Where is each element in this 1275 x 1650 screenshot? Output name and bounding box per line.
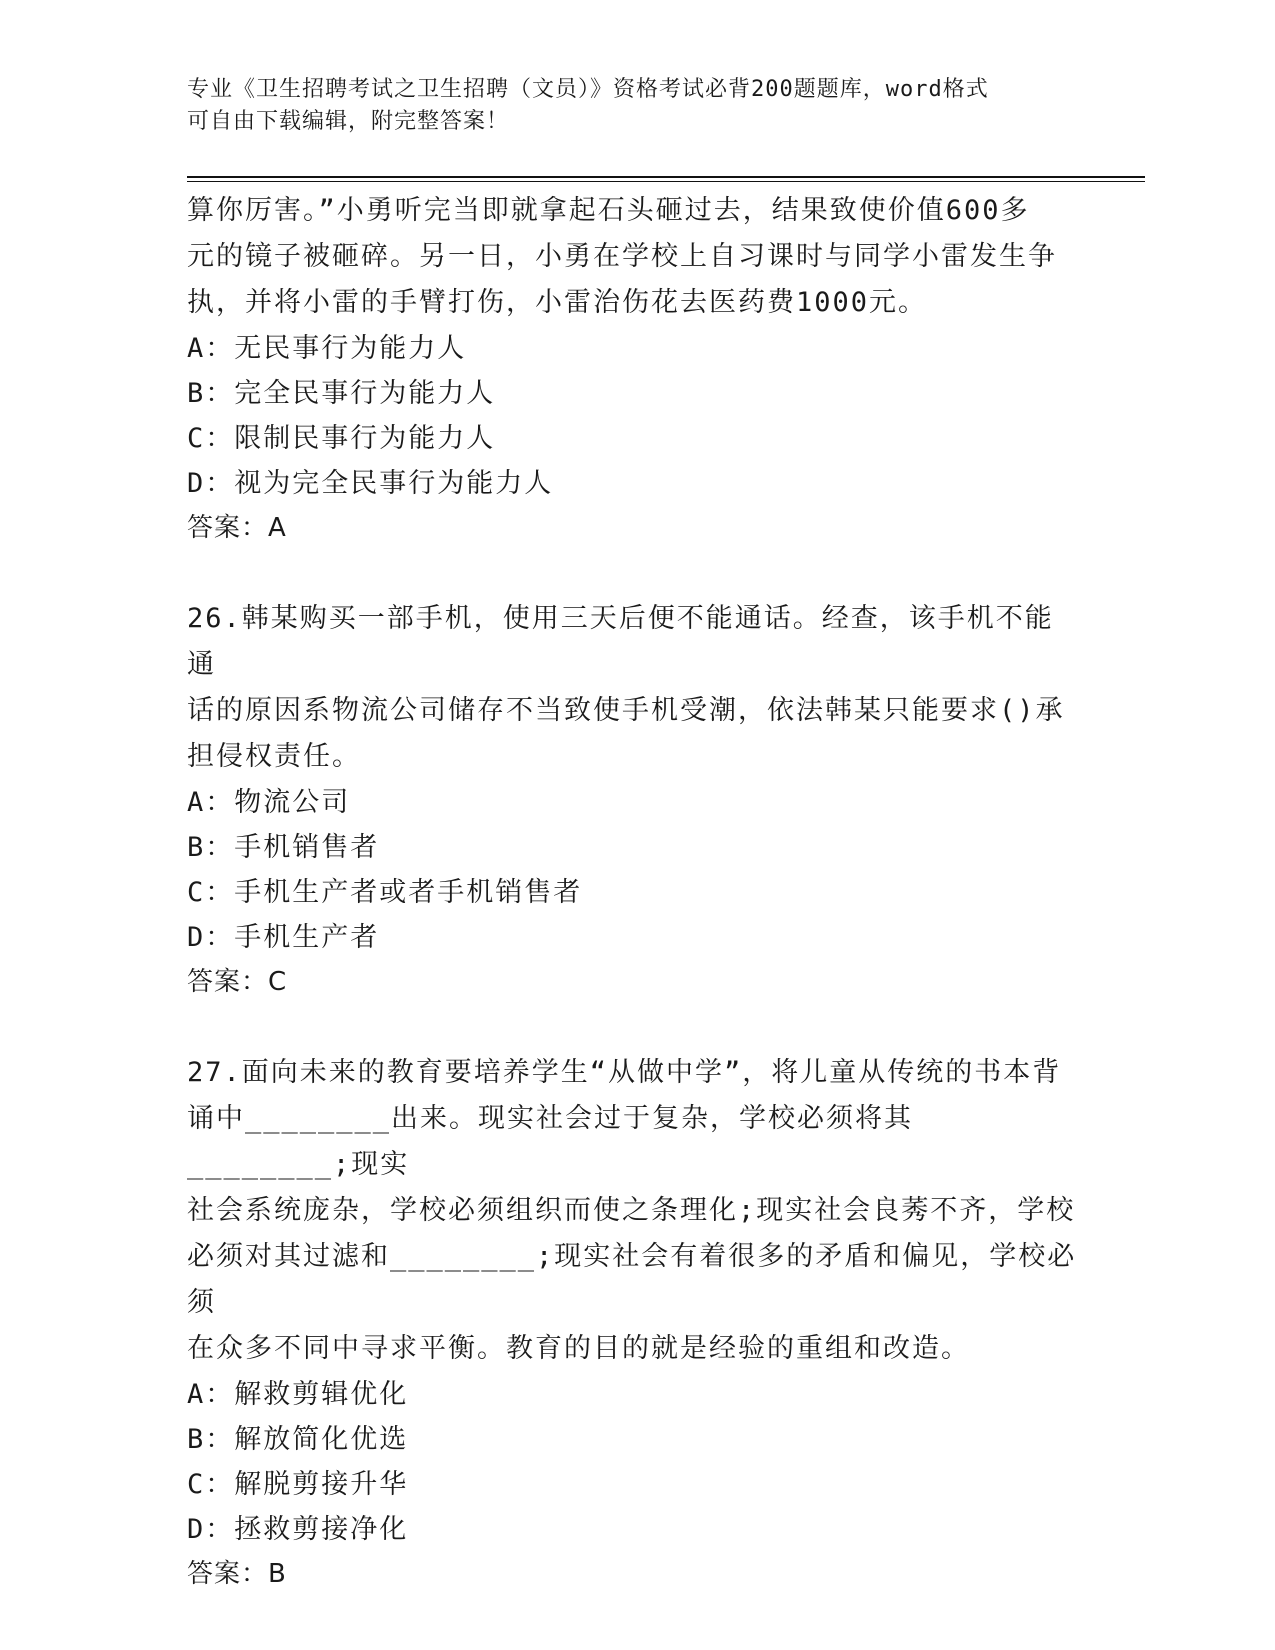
header-divider-thin [187, 181, 1145, 182]
question-text-line: 必须对其过滤和________;现实社会有着很多的矛盾和偏见，学校必须 [187, 1241, 1077, 1318]
document-body [187, 188, 1077, 1642]
question-text-line: 话的原因系物流公司储存不当致使手机受潮，依法韩某只能要求()承 [187, 695, 1065, 726]
question-text-line: 27.面向未来的教育要培养学生“从做中学”，将儿童从传统的书本背 [187, 1057, 1062, 1088]
question-text-line: 社会系统庞杂，学校必须组织而使之条理化;现实社会良莠不齐，学校 [187, 1195, 1076, 1226]
option-a: A：物流公司 [187, 787, 351, 818]
document-header [187, 74, 1087, 138]
question-text-line: 诵中________出来。现实社会过于复杂，学校必须将其________;现实 [187, 1103, 914, 1180]
question-text-line: 在众多不同中寻求平衡。教育的目的就是经验的重组和改造。 [187, 1333, 970, 1364]
option-b: B：手机销售者 [187, 832, 380, 863]
question-text-line: 算你厉害。”小勇听完当即就拿起石头砸过去，结果致使价值600多 [187, 195, 1030, 226]
option-c: C：解脱剪接升华 [187, 1469, 409, 1500]
question-text-line: 26.韩某购买一部手机，使用三天后便不能通话。经查，该手机不能通 [187, 603, 1054, 680]
answer-label: 答案：C [187, 967, 288, 997]
option-a: A：无民事行为能力人 [187, 333, 467, 364]
answer-label: 答案：A [187, 513, 287, 543]
header-line-1: 专业《卫生招聘考试之卫生招聘（文员）》资格考试必背200题题库，word格式 [187, 77, 989, 102]
option-d: D：拯救剪接净化 [187, 1514, 409, 1545]
question-25-tail [187, 188, 1077, 551]
header-divider-thick [187, 176, 1145, 178]
question-text-line: 执，并将小雷的手臂打伤，小雷治伤花去医药费1000元。 [187, 287, 928, 318]
header-line-2: 可自由下载编辑，附完整答案！ [187, 109, 510, 134]
option-b: B：完全民事行为能力人 [187, 378, 496, 409]
question-text-line: 元的镜子被砸碎。另一日，小勇在学校上自习课时与同学小雷发生争 [187, 241, 1057, 272]
question-26 [187, 596, 1077, 1005]
option-c: C：手机生产者或者手机销售者 [187, 877, 583, 908]
answer-label: 答案：B [187, 1559, 287, 1589]
option-d: D：视为完全民事行为能力人 [187, 468, 554, 499]
option-a: A：解救剪辑优化 [187, 1379, 409, 1410]
option-d: D：手机生产者 [187, 922, 380, 953]
question-text-line: 担侵权责任。 [187, 741, 361, 772]
question-27 [187, 1050, 1077, 1597]
option-c: C：限制民事行为能力人 [187, 423, 496, 454]
option-b: B：解放简化优选 [187, 1424, 409, 1455]
